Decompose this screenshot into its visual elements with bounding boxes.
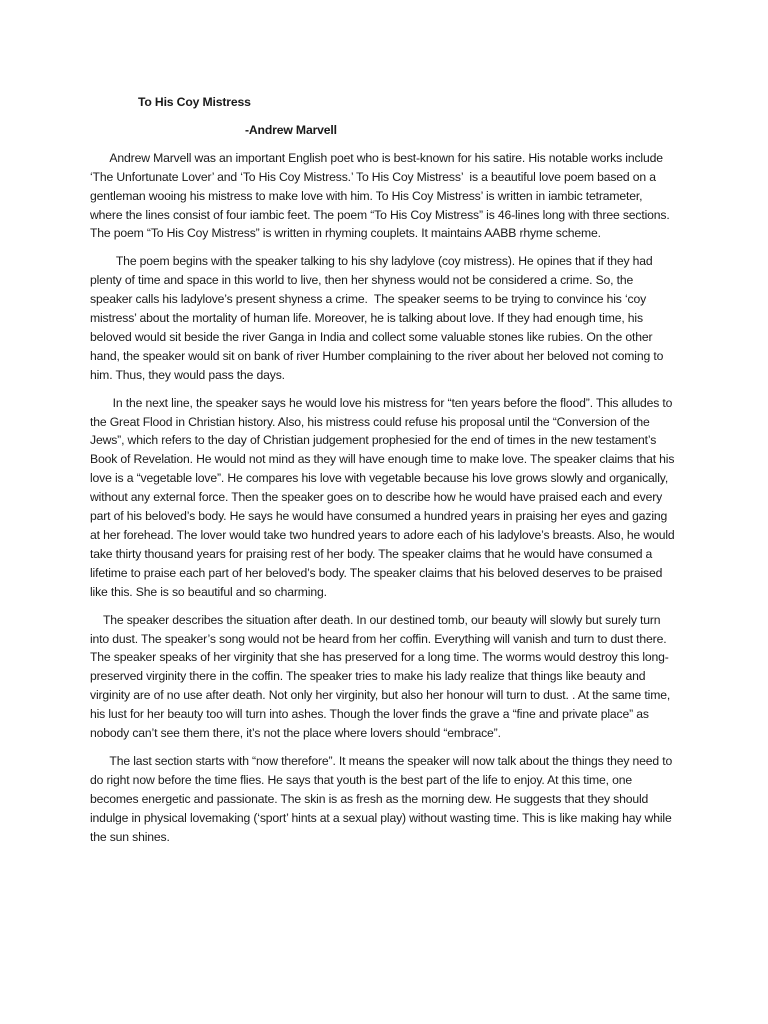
- paragraph-intro: Andrew Marvell was an important English poet who is best-known for his satire. His notable works include ‘The Unfortunate Lover’ and ‘To His Coy Mistress.’ To His Coy Mistress’ is a beautiful love poem based on a gentleman wooing his mistress to make love with him. To His Coy Mistress’ is written in iambic tetrameter, where the lines consist of four iambic feet. The poem “To His Coy Mistress” is 46-lines long with three sections. The poem “To His Coy Mistress” is written in rhyming couplets. It maintains AABB rhyme scheme.: [90, 150, 673, 241]
- document-author: -Andrew Marvell: [245, 122, 337, 137]
- document-title: To His Coy Mistress: [138, 95, 251, 109]
- document-body: [90, 93, 678, 847]
- paragraph-section-one: The poem begins with the speaker talking to his shy ladylove (coy mistress). He opines that if they had plenty of time and space in this world to live, then her shyness would not be considered a crime. So, the speaker calls his ladylove’s present shyness a crime. The speaker seems to be trying to convince his ‘coy mistress’ about the mortality of human life. Moreover, he is talking about love. If they had enough time, his beloved would sit beside the river Ganga in India and collect some valuable stones like rubies. On the other hand, the speaker would sit on bank of river Humber complaining to the river about her beloved not coming to him. Thus, they would pass the days.: [90, 254, 667, 382]
- paragraph-section-three: The last section starts with “now therefore”. It means the speaker will now talk about the things they need to do right now before the time flies. He says that youth is the best part of the life to enjoy. At this time, one becomes energetic and passionate. The skin is as fresh as the morning dew. He suggests that they should indulge in physical lovemaking (‘sport’ hints at a sexual play) without wasting time. This is like making hay while the sun shines.: [90, 753, 676, 844]
- paragraph-section-two: The speaker describes the situation after death. In our destined tomb, our beauty will slowly but surely turn into dust. The speaker’s song would not be heard from her coffin. Everything will vanish and turn to dust there. The speaker speaks of her virginity that she has preserved for a long time. The worms would destroy this long-preserved virginity there in the coffin. The speaker tries to make his lady realize that things like beauty and virginity are of no use after death. Not only her virginity, but also her honour will turn to dust. . At the same time, his lust for her beauty too will turn into ashes. Though the lover finds the grave a “fine and private place” as nobody can’t see them there, it’s not the place where lovers should “embrace”.: [90, 612, 674, 741]
- paragraph-section-one-continued: In the next line, the speaker says he would love his mistress for “ten years before the flood”. This alludes to the Great Flood in Christian history. Also, his mistress could refuse his proposal until the “Conversion of the Jews”, which refers to the day of Christian judgement prophesied for the end of times in the new testament’s Book of Revelation. He would not mind as they will have enough time to make love. The speaker claims that his love is a “vegetable love”. He compares his love with vegetable because his love grows slowly and organically, without any external force. Then the speaker goes on to describe how he would have praised each and every part of his beloved’s body. He says he would have consumed a hundred years in praising her eyes and gazing at her forehead. The lover would take two hundred years to adore each of his ladylove’s breasts. Also, he would take thirty thousand years for praising rest of her body. The speaker claims that he would have consumed a lifetime to praise each part of her beloved’s body. The speaker claims that his beloved deserves to be praised like this. She is so beautiful and so charming.: [90, 395, 678, 599]
